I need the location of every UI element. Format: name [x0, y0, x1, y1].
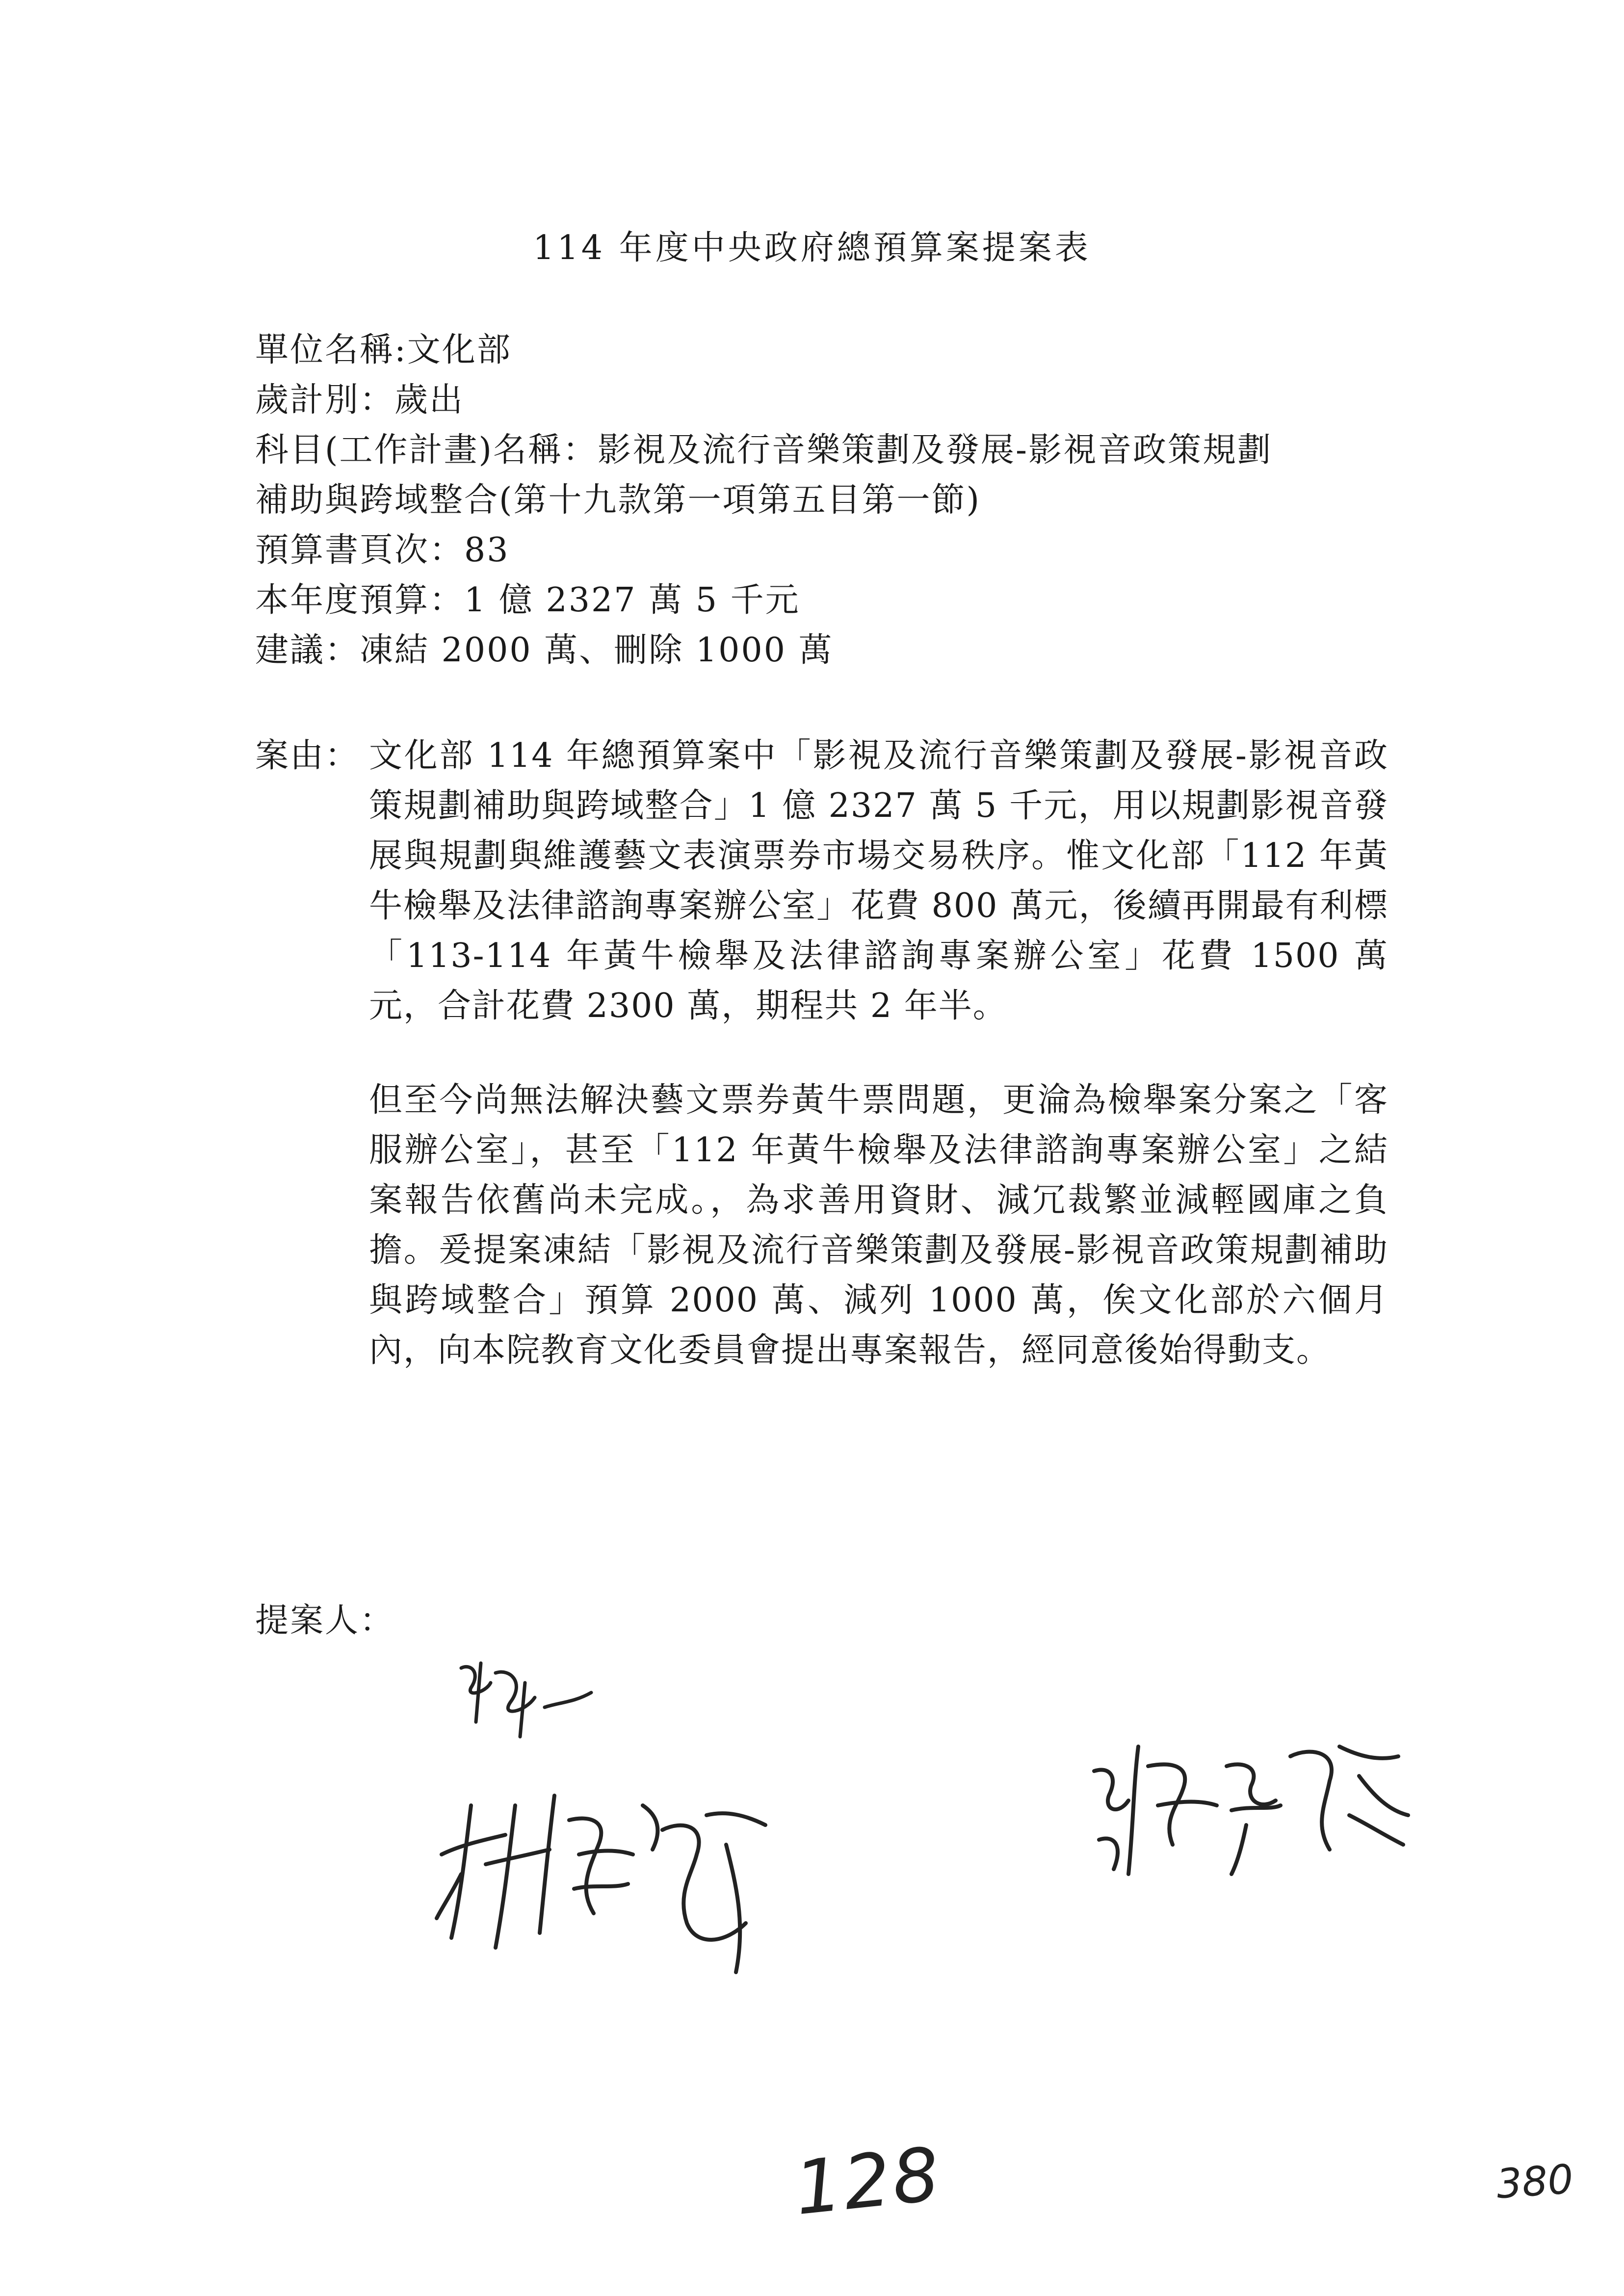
- signature-3: [1084, 1727, 1418, 1884]
- meta-recommendation: 建議：凍結 2000 萬、刪除 1000 萬: [255, 631, 834, 670]
- reason-label: 案由：: [255, 736, 360, 775]
- corner-page-number: 380: [1494, 2156, 1575, 2208]
- signature-2-strokes: [432, 1776, 785, 1982]
- reason-paragraph-1: 文化部 114 年總預算案中「影視及流行音樂策劃及發展-影視音政策規劃補助與跨域整合」1 億 2327 萬 5 千元，用以規劃影視音發展與規劃與維護藝文表演票券市場交易秩序。惟文化部「112 年黃牛檢舉及法律諮詢專案辦公室」花費 800 萬元，後續再開最有利標「113-114 年黃牛檢舉及法律諮詢專案辦公室」花費 1500 萬元，合計花費 2300 萬，期程共 2 年半。: [369, 736, 1388, 1025]
- meta-fiscal-category: 歲計別：歲出: [255, 381, 465, 419]
- signature-3-strokes: [1084, 1727, 1418, 1884]
- meta-unit-name: 單位名稱:文化部: [255, 331, 512, 369]
- signature-2: [432, 1776, 785, 1982]
- meta-subject-name: 科目(工作計畫)名稱：影視及流行音樂策劃及發展-影視音政策規劃: [255, 431, 1273, 470]
- meta-budget-page: 預算書頁次：83: [255, 531, 510, 570]
- reason-paragraph-2: 但至今尚無法解決藝文票券黃牛票問題，更淪為檢舉案分案之「客服辦公室」，甚至「112 年黃牛檢舉及法律諮詢專案辦公室」之結案報告依舊尚未完成。，為求善用資財、減冗裁繁並減輕國庫之負擔。爰提案凍結「影視及流行音樂策劃及發展-影視音政策規劃補助與跨域整合」預算 2000 萬、減列 1000 萬，俟文化部於六個月內，向本院教育文化委員會提出專案報告，經同意後始得動支。: [369, 1081, 1388, 1370]
- handwritten-page-number: 128: [790, 2131, 945, 2232]
- meta-block: [255, 331, 1384, 684]
- signature-1: [451, 1653, 599, 1747]
- proposer-label: 提案人：: [255, 1601, 395, 1640]
- page-title: 114 年度中央政府總預算案提案表: [533, 229, 1091, 267]
- reason-body: [369, 731, 1388, 1376]
- signature-1-strokes: [451, 1653, 599, 1747]
- meta-annual-budget: 本年度預算：1 億 2327 萬 5 千元: [255, 581, 800, 620]
- meta-subject-name-cont: 補助與跨域整合(第十九款第一項第五目第一節): [255, 481, 981, 520]
